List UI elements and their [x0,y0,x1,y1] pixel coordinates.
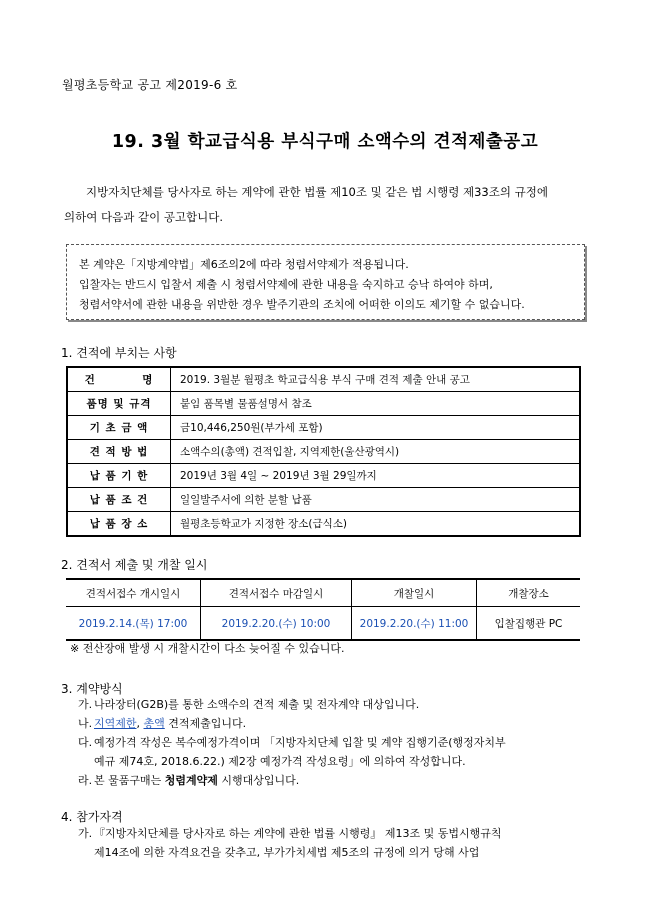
list-item-continuation: 제14조에 의한 자격요건을 갖추고, 부가가치세법 제5조의 규정에 의거 당해 사업 [94,846,480,859]
table-header-row [66,579,580,607]
schedule-note: ※ 전산장애 발생 시 개찰시간이 다소 늦어질 수 있습니다. [70,642,345,655]
table-row [67,512,580,537]
table-row [67,416,580,440]
list-item [78,733,506,771]
column-header: 개찰장소 [477,579,581,607]
section-3-heading: 3. 계약방식 [61,682,123,696]
column-header: 견적서접수 마감일시 [201,579,352,607]
opening-place-cell: 입찰집행관 PC [477,607,581,641]
integrity-notice-box [66,244,585,320]
table-row [67,367,580,392]
list-item-text: 나라장터(G2B)를 통한 소액수의 견적 제출 및 전자계약 대상입니다. [94,698,420,711]
document-title: 19. 3월 학교급식용 부식구매 소액수의 견적제출공고 [111,132,539,152]
notice-box-line-1: 본 계약은「지방계약법」제6조의2에 따라 청렴서약제가 적용됩니다. [79,258,409,271]
table-row [67,464,580,488]
integrity-contract-label: 청렴계약제 [164,774,218,787]
list-item-text: 견적제출입니다. [164,717,247,730]
list-marker: 가. [78,698,93,711]
row-label: 납 품 조 건 [67,488,171,512]
list-marker: 나. [78,717,93,730]
list-item-continuation: 예규 제74호, 2018.6.22.) 제2장 예정가격 작성요령」에 의하여 작성합니다. [94,755,466,768]
table-row [67,392,580,416]
submission-deadline-cell: 2019.2.20.(수) 10:00 [201,607,352,641]
section-4-heading: 4. 참가자격 [61,810,123,824]
intro-line-1: 지방자치단체를 당사자로 하는 계약에 관한 법률 제10조 및 같은 법 시행령 제33조의 규정에 [86,185,548,199]
row-value: 2019. 3월분 월평초 학교급식용 부식 구매 견적 제출 안내 공고 [171,367,581,392]
row-value: 소액수의(총액) 견적입찰, 지역제한(울산광역시) [171,440,581,464]
intro-line-2: 의하여 다음과 같이 공고합니다. [64,210,224,224]
row-label: 납 품 기 한 [67,464,171,488]
row-label: 품명 및 규격 [67,392,171,416]
list-item [78,824,502,862]
row-value: 월평초등학교가 지정한 장소(급식소) [171,512,581,537]
list-separator: , [136,717,144,730]
list-marker: 라. [78,774,93,787]
total-amount-link[interactable]: 총액 [143,717,165,730]
table-row [67,488,580,512]
row-value: 일일발주서에 의한 분할 납품 [171,488,581,512]
schedule-table [66,578,580,641]
row-value: 2019년 3월 4일 ~ 2019년 3월 29일까지 [171,464,581,488]
list-item [78,695,506,714]
row-label: 건 명 [67,367,171,392]
row-value: 붙임 품목별 물품설명서 참조 [171,392,581,416]
column-header: 견적서접수 개시일시 [66,579,201,607]
regional-restriction-link[interactable]: 지역제한 [94,717,137,730]
section-1-heading: 1. 견적에 부치는 사항 [61,346,177,360]
list-item-text: 시행대상입니다. [217,774,300,787]
list-marker: 가. [78,827,93,840]
section-2-heading: 2. 견적서 제출 및 개찰 일시 [61,558,208,572]
table-row [66,607,580,641]
quotation-items-table [66,366,581,537]
row-value: 금10,446,250원(부가세 포함) [171,416,581,440]
list-item [78,771,506,790]
column-header: 개찰일시 [352,579,477,607]
table-row [67,440,580,464]
intro-paragraph [56,180,596,230]
notice-number: 월평초등학교 공고 제2019-6 호 [62,78,238,92]
list-item [78,714,506,733]
list-item-text: 예정가격 작성은 복수예정가격이며 「지방자치단체 입찰 및 계약 집행기준(행정자치부 [94,736,506,749]
submission-start-cell: 2019.2.14.(목) 17:00 [66,607,201,641]
list-item-text: 『지방자치단체를 당사자로 하는 계약에 관한 법률 시행령』 제13조 및 동법시행규칙 [94,827,502,840]
row-label: 견 적 방 법 [67,440,171,464]
list-marker: 다. [78,736,93,749]
opening-time-cell: 2019.2.20.(수) 11:00 [352,607,477,641]
eligibility-list [78,824,502,862]
notice-box-line-2: 입찰자는 반드시 입찰서 제출 시 청렴서약제에 관한 내용을 숙지하고 승낙 하여야 하며, [79,278,493,291]
row-label: 납 품 장 소 [67,512,171,537]
row-label: 기 초 금 액 [67,416,171,440]
contract-method-list [78,695,506,790]
notice-box-line-3: 청렴서약서에 관한 내용을 위반한 경우 발주기관의 조치에 어떠한 이의도 제기할 수 없습니다. [79,298,525,311]
list-item-text: 본 물품구매는 [94,774,165,787]
